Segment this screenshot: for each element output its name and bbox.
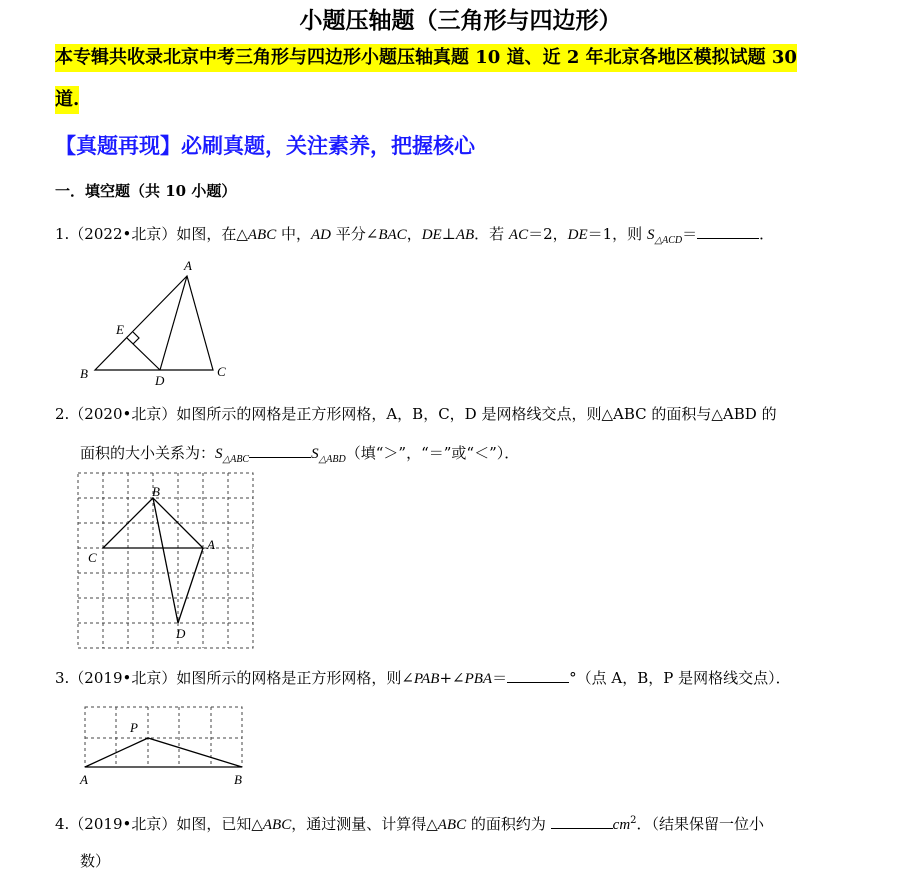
fig2-label-d: D <box>176 626 186 641</box>
fig1-label-c: C <box>217 364 226 379</box>
question-4-line2: 数） <box>80 852 111 870</box>
answer-blank[interactable] <box>507 668 569 683</box>
question-3: 3.（2019•北京）如图所示的网格是正方形网格，则∠PAB+∠PBA＝ °（点 A，B，P 是网格线交点）． <box>55 669 791 687</box>
part-heading: 一．填空题（共 10 小题） <box>55 182 237 200</box>
fig1-label-d: D <box>155 373 165 388</box>
intro-text-cont: 道. <box>55 86 79 114</box>
question-2-line2: 面积的大小关系为：$S_{\triangle ABC}$ $S_{\triangle ABD}$（填“＞”，“＝”或“＜”）． <box>80 444 520 465</box>
fig1-label-e: E <box>116 322 124 337</box>
answer-blank[interactable] <box>551 814 613 829</box>
fig1-label-b: B <box>80 366 88 381</box>
page-title: 小题压轴题（三角形与四边形） <box>299 7 622 34</box>
intro-text: 本专辑共收录北京中考三角形与四边形小题压轴真题 10 道、近 2 年北京各地区模拟试题 30 <box>55 44 797 72</box>
fig2-label-c: C <box>88 550 97 565</box>
figure-1 <box>95 276 213 370</box>
fig3-label-p: P <box>130 720 138 735</box>
answer-blank[interactable] <box>249 443 311 458</box>
fig2-label-b: B <box>152 484 160 499</box>
question-4: 4.（2019•北京）如图，已知△ABC，通过测量、计算得△ABC 的面积约为 $cm^2$．（结果保留一位小 <box>55 815 765 833</box>
section-title: 【真题再现】必刷真题，关注素养，把握核心 <box>55 133 475 158</box>
fig2-label-a: A <box>207 537 215 552</box>
question-2-line1: 2.（2020•北京）如图所示的网格是正方形网格，A，B，C，D 是网格线交点，则△ABC 的面积与△ABD 的 <box>55 405 777 423</box>
fig1-label-a: A <box>184 258 192 273</box>
figure-3 <box>85 738 242 767</box>
fig3-label-a: A <box>80 772 88 787</box>
fig3-label-b: B <box>234 772 242 787</box>
figure-3-grid <box>85 707 242 767</box>
question-1: 1.（2022•北京）如图，在△ABC 中，AD 平分∠BAC，DE⊥AB．若 AC＝2，DE＝1，则 $S_{\triangle ACD}=$ ． <box>55 225 775 246</box>
